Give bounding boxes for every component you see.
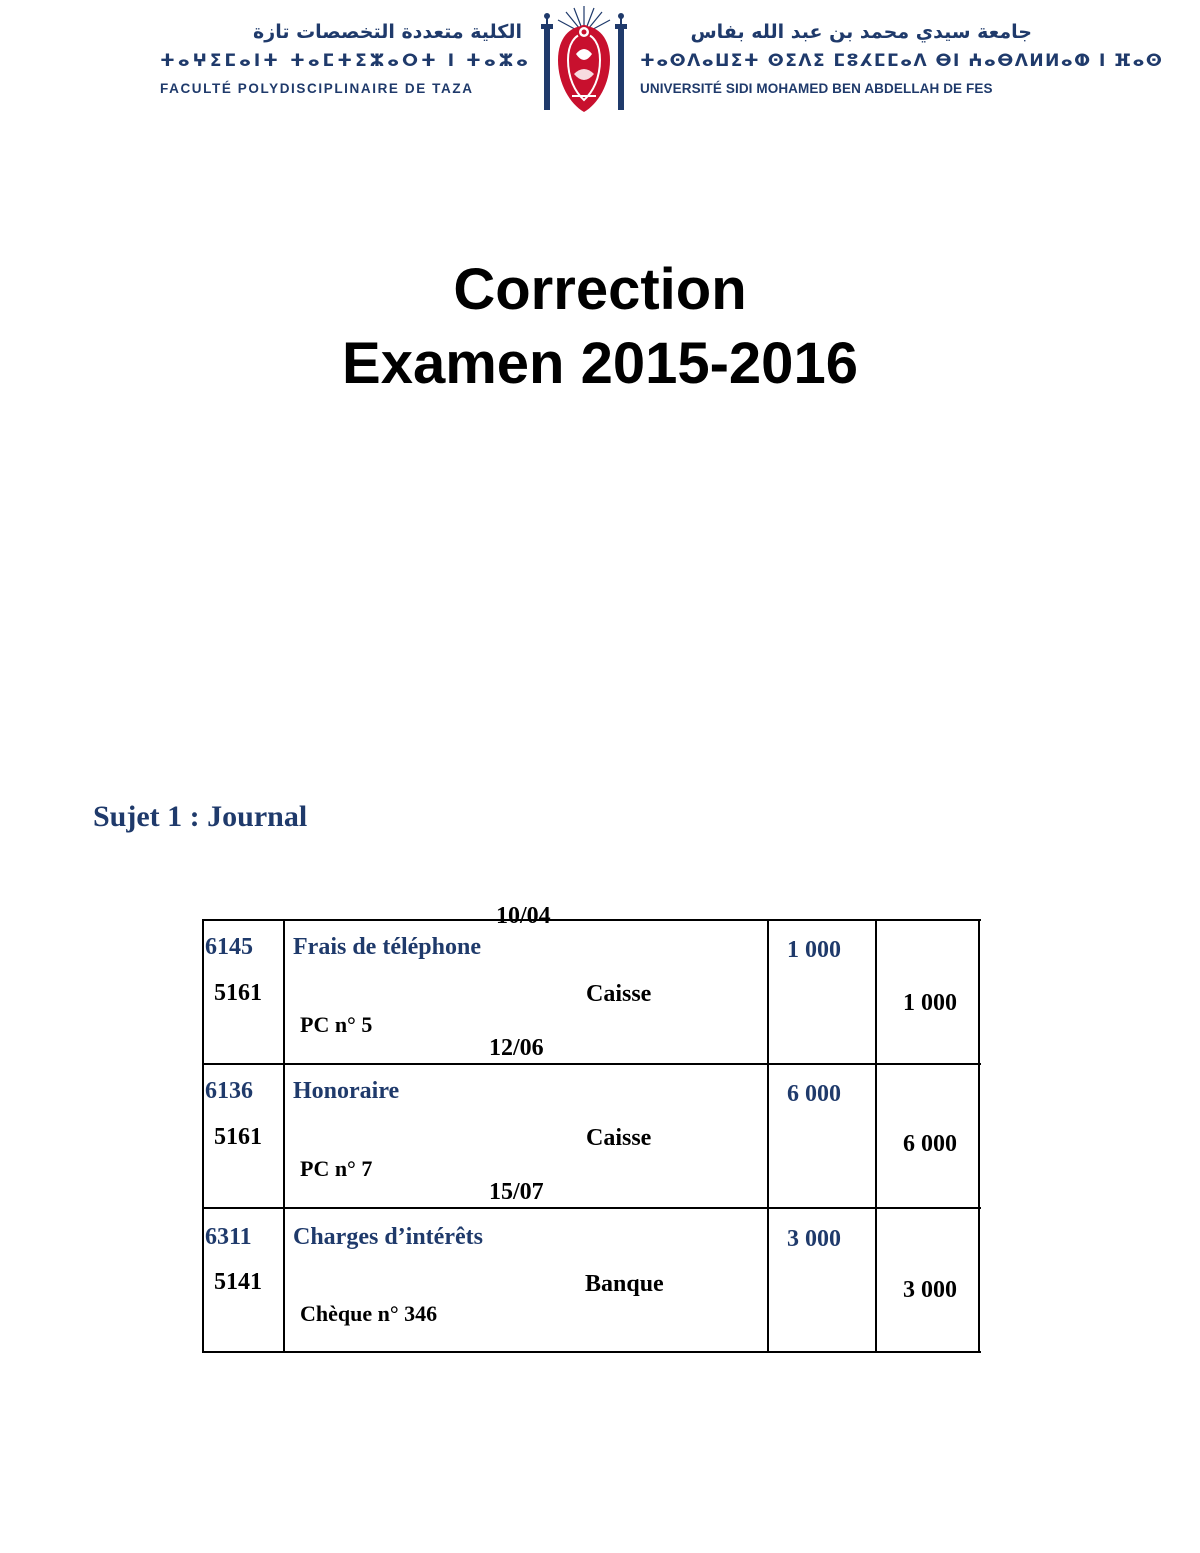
table-border-top — [202, 919, 981, 921]
entry-date: 15/07 — [489, 1179, 544, 1205]
entry-reference: PC n° 5 — [300, 1012, 373, 1037]
entry-date: 12/06 — [489, 1035, 544, 1061]
faculty-header — [160, 18, 531, 102]
debit-account: 6311 — [205, 1224, 252, 1250]
credit-account: 5161 — [214, 1124, 262, 1150]
credit-label: Caisse — [586, 981, 652, 1007]
entry-date: 10/04 — [496, 903, 551, 929]
table-column-divider — [767, 919, 769, 1353]
university-seal-icon — [536, 4, 632, 116]
debit-amount: 1 000 — [787, 937, 841, 963]
section-title: Sujet 1 : Journal — [93, 800, 308, 833]
debit-label: Frais de téléphone — [293, 934, 481, 960]
debit-account: 6136 — [205, 1078, 253, 1104]
table-border-right — [978, 919, 980, 1353]
university-name-tifinagh: ⵜⴰⵙⴷⴰⵡⵉⵜ ⵙⵉⴷⵉ ⵎⵓⵃⵎⵎⴰⴷ ⴱⵏ ⵄⴰⴱⴷⵍⵍⴰⵀ ⵏ ⴼⴰⵙ — [640, 51, 1164, 71]
debit-account: 6145 — [205, 934, 253, 960]
credit-amount: 1 000 — [903, 990, 957, 1016]
credit-account: 5161 — [214, 980, 262, 1006]
entry-reference: Chèque n° 346 — [300, 1301, 438, 1326]
university-header — [640, 18, 1164, 102]
faculty-name-arabic: الكلية متعددة التخصصات تازة — [253, 21, 522, 43]
credit-label: Banque — [585, 1271, 664, 1297]
university-name-arabic: جامعة سيدي محمد بن عبد الله بفاس — [690, 21, 1032, 43]
credit-label: Caisse — [586, 1125, 652, 1151]
table-border-bottom — [202, 1351, 981, 1353]
credit-amount: 6 000 — [903, 1131, 957, 1157]
table-row-divider — [202, 1063, 981, 1065]
debit-amount: 3 000 — [787, 1226, 841, 1252]
faculty-name-tifinagh: ⵜⴰⵖⵉⵎⴰⵏⵜ ⵜⴰⵎⵜⵉⵣⴰⵔⵜ ⵏ ⵜⴰⵣⴰ — [160, 51, 531, 71]
table-row-divider — [202, 1207, 981, 1209]
table-column-divider — [875, 919, 877, 1353]
university-name-french: UNIVERSITÉ SIDI MOHAMED BEN ABDELLAH DE FES — [640, 81, 993, 96]
table-border-left — [202, 919, 204, 1353]
document-title-line2: Examen 2015-2016 — [342, 331, 858, 396]
table-column-divider — [283, 919, 285, 1353]
faculty-name-french: FACULTÉ POLYDISCIPLINAIRE DE TAZA — [160, 81, 474, 96]
credit-amount: 3 000 — [903, 1277, 957, 1303]
debit-label: Charges d’intérêts — [293, 1224, 483, 1250]
document-title-line1: Correction — [453, 257, 747, 322]
credit-account: 5141 — [214, 1269, 262, 1295]
debit-label: Honoraire — [293, 1078, 400, 1104]
entry-reference: PC n° 7 — [300, 1156, 373, 1181]
debit-amount: 6 000 — [787, 1081, 841, 1107]
